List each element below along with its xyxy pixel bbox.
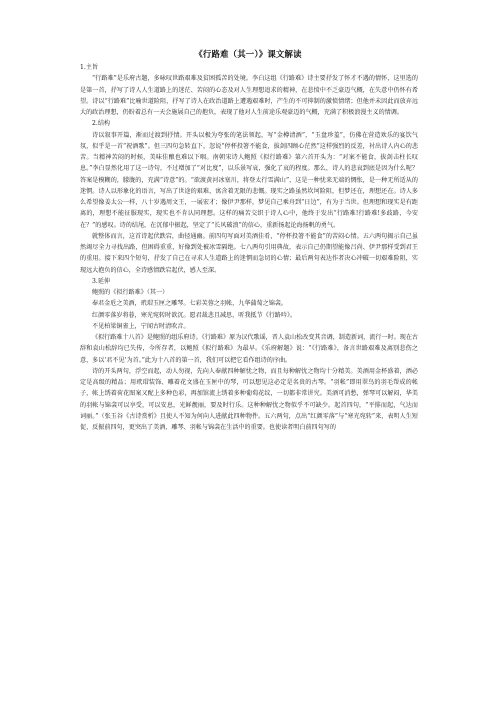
document-title: 《行路难（其一）》课文解读 [194,49,302,59]
paragraph: “行路难”是乐府古题，多咏叹世路艰难及贫困孤苦的处境。李白这组《行路难》诗主要抒发了怀才不遇的情怀，这里选的是第一首，抒写了诗人人生道路上的迷茫、苦闷的心态及对人生理想追求的精神，在悲愤中不乏豪迈气概，在失意中仍怀有希望。诗以“行路难”比喻世道险阻，抒写了诗人在政治道路上遭遇艰难时，产生的不可抑制的激愤情绪；但他并未因此而放弃远大的政治理想，仍盼着总有一天会施展自己的抱负，表现了他对人生前途乐观豪迈的气概，充满了积极浪漫主义的情调。 [80,75,418,116]
section-heading: 1.主旨 [80,64,99,71]
section-heading: 3.延伸 [92,277,111,285]
document-body [80,62,418,433]
poem-source: 鲍照的《拟行路难》（其一） [92,289,169,296]
paragraph: 就整体而言，这首诗起伏跌宕，曲径通幽。前四句写面对美酒佳肴，“停杯投箸不能食”的苦闷心情。五六两句揭示自己虽然竭尽全力寻找出路，但困碍重重，好像到处被冰雪隔绝。七八两句引用典故，表示自己仍期望能像吕尚、伊尹那样受到君王的重用。接下来四个短句，抒发了自己在寻求人生道路上的迷惘而急切的心情；最后两句表达作者决心冲破一切艰难险阻，实现远大抱负的信心，全诗感情跌宕起伏，感人至深。 [80,232,418,274]
paragraph: 《拟行路难十八首》是鲍照的组乐府诗。《行路难》原为汉代歌谣，晋人袁山松改变其音调，制造新词，流行一时。现在古辞和袁山松辞均已失传，今所存者，以鲍照《拟行路难》为最早。《乐府解题》说：“《行路难》，备言世路艰难及离别悲伤之意，多以‘君不见’为首。”此为十八首的第一首，我们可以把它看作组诗的序曲。 [80,334,419,364]
poem-line: 奉君金卮之美酒，玳瑁玉匣之雕琴。七彩芙蓉之羽帐，九华蒲萄之锦衾。 [92,300,287,308]
section-heading: 2.结构 [92,120,111,128]
paragraph: 诗以叙事开篇，渐而过渡到抒情。开头以极为夸张的笔法领起，写“金樽清酒”，“玉盘珍羞”，仿佛在营造欢乐的宴饮气氛，似乎是一首“祝酒歌”。但三四句急转直下，忽说“停杯投箸不能食，拔剑四顾心茫然”这样强烈的反差，衬出诗人内心的悲苦。当精神苦闷的时候，美味佳酿也难以下咽。南朝宋诗人鲍照《拟行路难》第六首开头为：“对案不能食，拔剑击柱长叹息。”李白显然化用了这一诗句，不过增加了“对比度”，以乐景写哀，强化了哀的程度。那么，诗人的悲哀到底是因为什么呢？答案是模糊的，朦胧的，充满“诗意”的。“欲渡黄河冰塞川，将登太行雪满山”，这是一种忧来无端的惆怅，是一种无所适从的迷惘。诗人以形象化的语言，写出了世途的艰难，寓含着无限的悲慨。现实之路虽然坎坷险阻，但梦还在，理想还在。诗人多么希望像姜太公一样，八十岁遇周文王，一展宏才；像伊尹那样，梦见自己乘舟到“日边”，有为于当世。但理想和现实是有距离的，理想不能征服现实，现实也不肯认同理想。这样的痛苦交织于诗人心中，他终于发出“行路难!行路难!多歧路，今安在？”的感叹。诗的结尾，在沉郁中振起，坚定了“长风破浪”的信心，重新扬起论海扬帆的勇气。 [80,131,418,229]
paragraph: 诗的开头两句，浮空而起，动人勿视，先向人奉献四种解忧之物，而且每种解忧之物均十分精美。美酒用金杯盛着，洒必定是高级的精品；用玳瑁装饰、雕着花文盛在玉匣中的琴，可以想见这必定是名贵的古琴。“羽帐”即用翠鸟的羽毛帮成的帐子，帐上绣着荷花图案又配上多种色彩，再加馆流上绣着多种葡萄花纹，一切都非常讲究。美酒可消愁，弹琴可以解闷，华美的羽帐与锦衾可以享受，可以安息，光鲜靓丽，要及时行乐。这种种解忧之物似乎不可缺少。起首四句，“平排而起，气达而词丽。”（张玉谷《古诗赏析》且使人不知为何向人进献此四种物件。五六两句，点出“红颜零落”与“寒光宛转”来，表明人生短促，反振前四句，更突出了美酒、雕琴、羽帐与锦衾在生活中的重要。也使读者明白前四句写的 [80,367,418,431]
poem-line: 不见柏梁铜雀上，宁闻古时清吹音。 [92,322,190,330]
poem-line: 红颜零落岁将暮，寒光宛转时欲沉。愿君裁悲且减思，听我抵节《行路吟》。 [92,311,297,319]
